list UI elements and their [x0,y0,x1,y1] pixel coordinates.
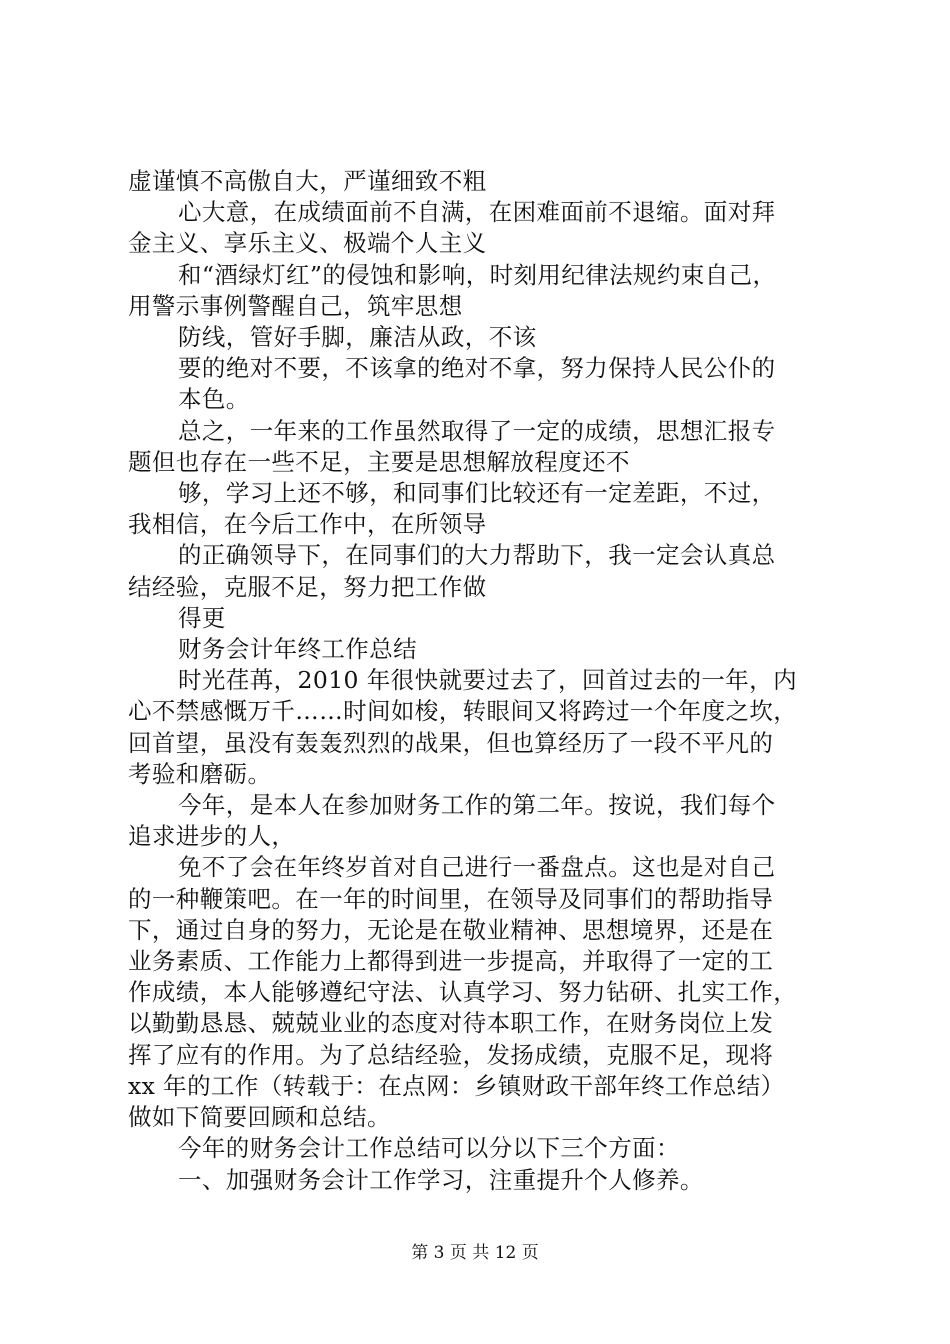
text-line: 心不禁感慨万千……时间如梭，转眼间又将跨过一个年度之坎， [128,697,798,726]
text-line: 要的绝对不要，不该拿的绝对不拿，努力保持人民公仆的 [178,354,776,383]
text-line: 免不了会在年终岁首对自己进行一番盘点。这也是对自己 [178,853,776,882]
text-line: 金主义、享乐主义、极端个人主义 [128,229,487,258]
text-line: 心大意，在成绩面前不自满，在困难面前不退缩。面对拜 [178,198,776,227]
text-line: 得更 [178,603,226,632]
text-line: 的正确领导下，在同事们的大力帮助下，我一定会认真总 [178,541,776,570]
text-line: 今年的财务会计工作总结可以分以下三个方面： [178,1134,680,1163]
text-line: 作成绩，本人能够遵纪守法、认真学习、努力钻研、扎实工作， [128,978,798,1007]
text-line: 业务素质、工作能力上都得到进一步提高，并取得了一定的工 [128,947,774,976]
text-line: 今年，是本人在参加财务工作的第二年。按说，我们每个 [178,791,776,820]
text-line: 追求进步的人， [128,822,296,851]
document-body [128,166,848,1196]
text-line: 时光荏苒，2010 年很快就要过去了，回首过去的一年，内 [178,666,797,695]
text-line: 虚谨慎不高傲自大，严谨细致不粗 [128,167,487,195]
text-line: 的一种鞭策吧。在一年的时间里，在领导及同事们的帮助指导 [128,884,774,913]
text-line: 下，通过自身的努力，无论是在敬业精神、思想境界，还是在 [128,915,774,944]
text-line: 一、加强财务会计工作学习，注重提升个人修养。 [178,1165,704,1194]
text-line: 用警示事例警醒自己，筑牢思想 [128,291,463,320]
text-line: 本色。 [178,385,250,414]
text-line: 我相信，在今后工作中，在所领导 [128,510,487,539]
text-line: 总之，一年来的工作虽然取得了一定的成绩，思想汇报专 [178,416,776,445]
text-line: 题但也存在一些不足，主要是思想解放程度还不 [128,447,630,476]
text-line: 以勤勤恳恳、兢兢业业的态度对待本职工作，在财务岗位上发 [128,1009,774,1038]
text-line: 防线，管好手脚，廉洁从政，不该 [178,323,537,352]
text-line: 做如下简要回顾和总结。 [128,1103,391,1132]
text-line: 结经验，克服不足，努力把工作做 [128,572,487,601]
text-line: 够，学习上还不够，和同事们比较还有一定差距，不过， [178,479,776,508]
text-line: 回首望，虽没有轰轰烈烈的战果，但也算经历了一段不平凡的 [128,728,774,757]
text-line: 考验和磨砺。 [128,759,272,788]
text-line: 和“酒绿灯红”的侵蚀和影响，时刻用纪律法规约束自己， [178,260,777,289]
text-line: 财务会计年终工作总结 [178,635,417,664]
text-line: xx 年的工作（转载于：在点网：乡镇财政干部年终工作总结） [128,1071,785,1100]
text-line: 挥了应有的作用。为了总结经验，发扬成绩，克服不足，现将 [128,1040,774,1069]
page-footer: 第 3 页 共 12 页 [411,1243,539,1263]
